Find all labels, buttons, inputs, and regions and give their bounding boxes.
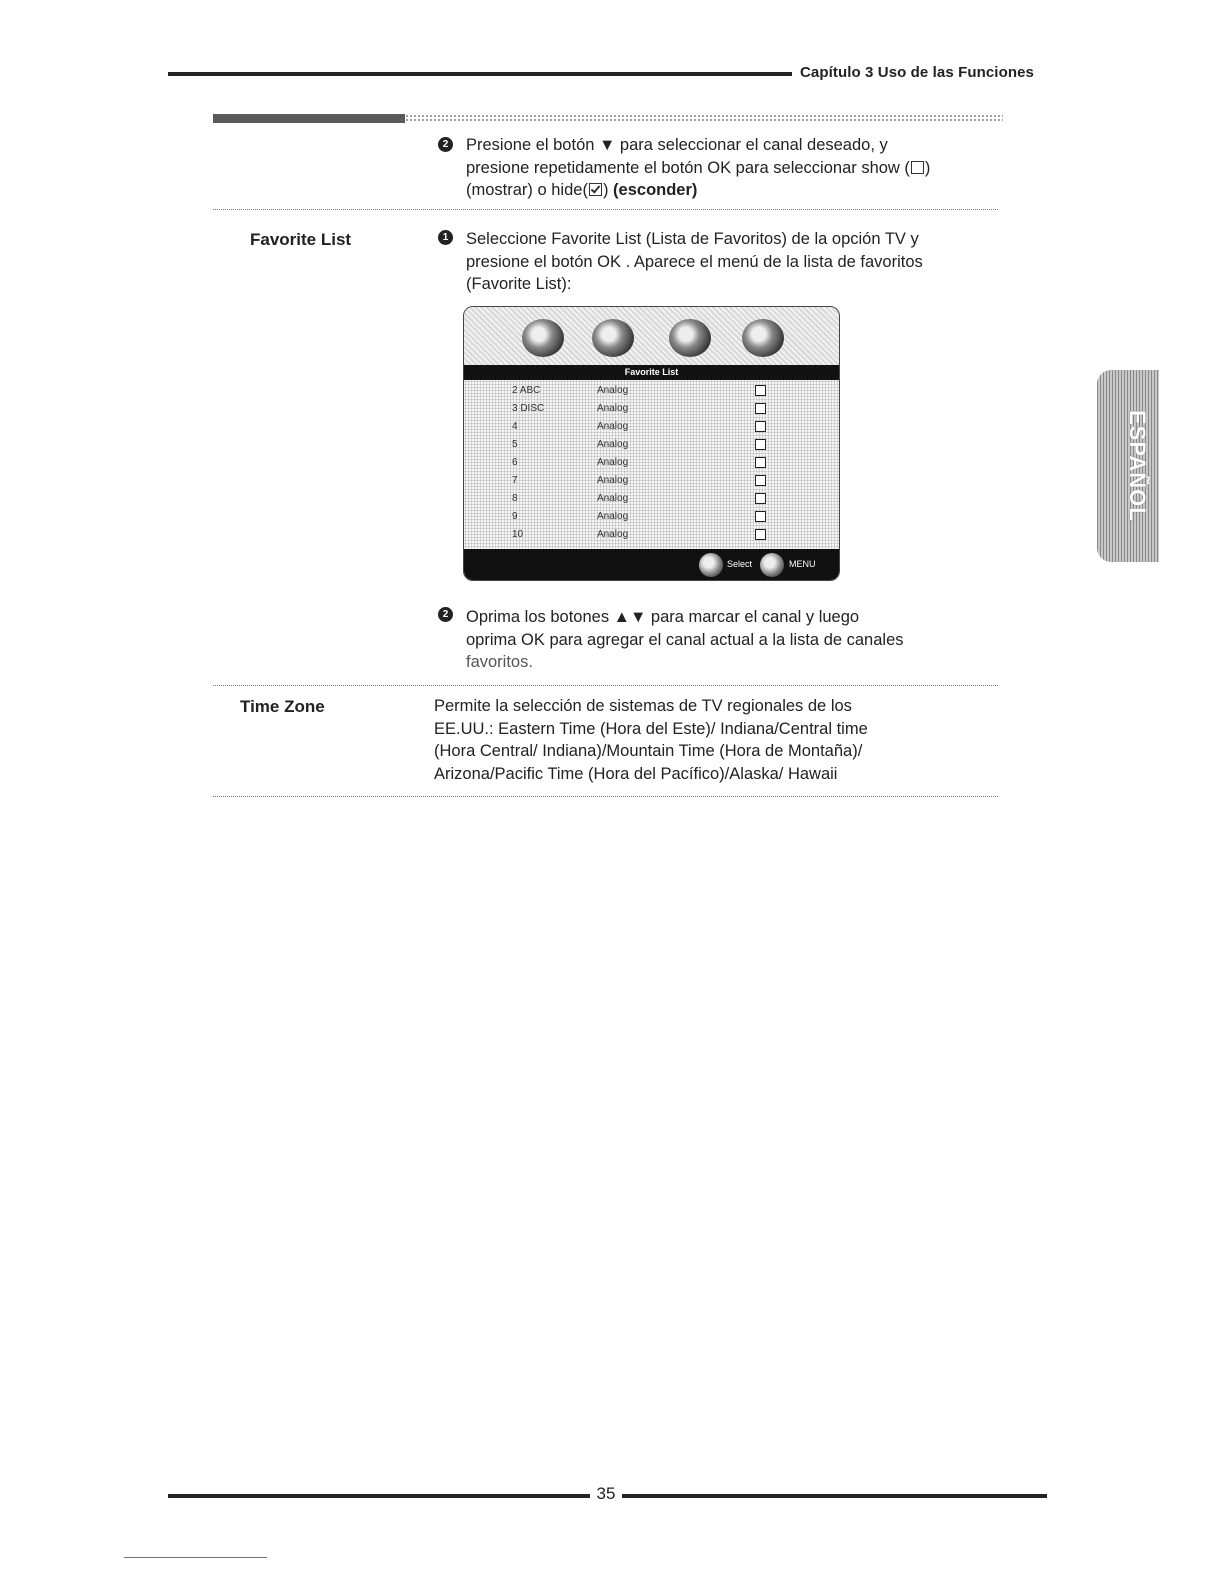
section-bar bbox=[213, 114, 405, 123]
show-checkbox-icon bbox=[911, 161, 924, 174]
favorite-checkbox bbox=[755, 439, 766, 450]
list-item: 3 DISC Analog bbox=[464, 400, 839, 418]
section-bar-dotted bbox=[405, 114, 1003, 123]
favorite-checkbox bbox=[755, 511, 766, 522]
footer-rule-right bbox=[622, 1494, 1047, 1498]
intro-step-text bbox=[466, 134, 996, 202]
list-item: 6 Analog bbox=[464, 454, 839, 472]
favorite-checkbox bbox=[755, 403, 766, 414]
favorite-checkbox bbox=[755, 529, 766, 540]
channel-list bbox=[464, 380, 839, 549]
separator bbox=[213, 209, 998, 210]
list-item: 5 Analog bbox=[464, 436, 839, 454]
favorite-checkbox bbox=[755, 475, 766, 486]
footer-rule-left bbox=[168, 1494, 590, 1498]
list-item: 7 Analog bbox=[464, 472, 839, 490]
menu-label: MENU bbox=[789, 559, 816, 569]
select-label: Select bbox=[727, 559, 753, 569]
favorite-step1-text: Seleccione Favorite List (Lista de Favoritos) de la opción TV y presione el botón OK . Aparece el menú de la lista de favoritos (Favorite List): bbox=[466, 230, 923, 293]
favorite-list-menu-screenshot bbox=[463, 306, 840, 581]
separator bbox=[213, 685, 998, 686]
menu-button-icon bbox=[760, 553, 784, 577]
list-item: 4 Analog bbox=[464, 418, 839, 436]
favorite-checkbox bbox=[755, 385, 766, 396]
intro-line-3: (mostrar) o hide( ) (esconder) bbox=[466, 181, 698, 199]
menu-footer bbox=[464, 549, 839, 580]
time-zone-label: Time Zone bbox=[240, 697, 325, 716]
picture-icon bbox=[522, 319, 564, 357]
separator bbox=[213, 796, 998, 797]
step-number-badge: 2 bbox=[438, 607, 453, 622]
page-number: 35 bbox=[596, 1484, 616, 1503]
intro-line-2: presione repetidamente el botón OK para seleccionar show ( ) bbox=[466, 158, 931, 177]
list-item: 9 Analog bbox=[464, 508, 839, 526]
step-number-badge: 2 bbox=[438, 137, 453, 152]
menu-icon-strip bbox=[464, 307, 839, 365]
list-item: 8 Analog bbox=[464, 490, 839, 508]
favorite-step2-text: Oprima los botones ▲▼ para marcar el canal y luego oprima OK para agregar el canal actual a la lista de canales favoritos. bbox=[466, 608, 904, 671]
select-button-icon bbox=[699, 553, 723, 577]
favorite-checkbox bbox=[755, 493, 766, 504]
menu-title: Favorite List bbox=[464, 365, 839, 380]
favorite-checkbox bbox=[755, 421, 766, 432]
list-item: 2 ABC Analog bbox=[464, 382, 839, 400]
setup-icon bbox=[742, 319, 784, 357]
step-number-badge: 1 bbox=[438, 230, 453, 245]
audio-icon bbox=[592, 319, 634, 357]
header-rule bbox=[168, 72, 792, 76]
list-item: 10 Analog bbox=[464, 526, 839, 544]
hide-checkbox-icon bbox=[589, 183, 602, 196]
bottom-underline bbox=[124, 1557, 267, 1558]
favorite-checkbox bbox=[755, 457, 766, 468]
tv-icon bbox=[669, 319, 711, 357]
time-zone-text: Permite la selección de sistemas de TV regionales de los EE.UU.: Eastern Time (Hora del Este)/ Indiana/Central time (Hora Central/ Indiana)/Mountain Time (Hora de Montaña)/ Arizona/Pacific Time (Hora del Pacífico)/Alaska/ Hawaii bbox=[434, 697, 868, 783]
favorite-list-label: Favorite List bbox=[250, 230, 352, 249]
intro-line-1: Presione el botón ▼ para seleccionar el canal deseado, y bbox=[466, 136, 888, 154]
chapter-title: Capítulo 3 Uso de las Funciones bbox=[800, 64, 1034, 81]
language-tab-label: ESPAÑOL bbox=[1125, 410, 1150, 522]
